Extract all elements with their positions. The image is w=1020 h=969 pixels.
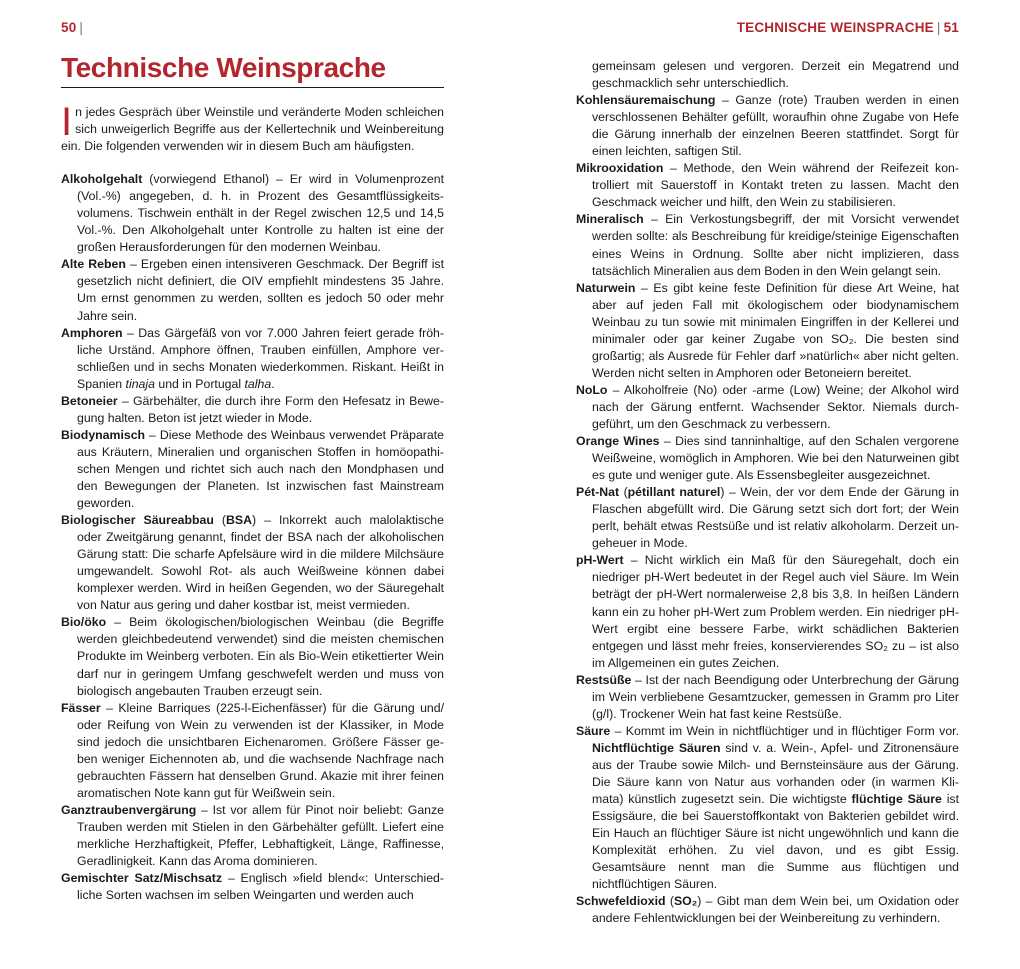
- running-head-left: [61, 20, 86, 35]
- glossary-term: Fässer: [61, 700, 101, 715]
- glossary-entry: [61, 700, 444, 802]
- glossary-term: Kohlensäuremaischung: [576, 93, 716, 108]
- page-number: 51: [943, 20, 959, 35]
- glossary-term: Mineralisch: [576, 212, 644, 227]
- glossary-term: Nichtflüchtige Säuren: [592, 740, 721, 755]
- glossary-definition: – Ganze (rote) Trauben werden in einen verschlossenen Behälter gefüllt, woraufhin ohne Zugabe von Hefe die Gärung innerhalb der einzelnen Beeren stattfindet. Sorgt für einen leichten, saftigen Stil.: [592, 93, 959, 159]
- glossary-entry: [576, 893, 959, 927]
- glossary-term: Gemischter Satz/Mischsatz: [61, 871, 222, 886]
- glossary-entry: [61, 512, 444, 614]
- glossary-entry: [576, 484, 959, 552]
- separator-bar: |: [936, 20, 941, 35]
- glossary-term: Säure: [576, 723, 611, 738]
- glossary-term: pétillant naturel: [627, 485, 721, 500]
- glossary-entry: [576, 552, 959, 671]
- glossary-term: SO₂: [673, 894, 698, 909]
- drop-cap: I: [61, 100, 73, 144]
- glossary-definition: und in Portugal: [154, 376, 245, 391]
- glossary-definition: (: [213, 513, 227, 528]
- glossary-entry: [576, 92, 959, 160]
- glossary-term: pH-Wert: [576, 553, 624, 568]
- right-page: [510, 0, 1020, 969]
- glossary-definition: – Dies sind tanninhaltige, auf den Schalen vergorene Weißweine, womöglich in Amphoren. Wie bei den Naturweinen gibt es gute und weniger gute. Als Essensbegleiter ausgezeichnet.: [592, 434, 959, 483]
- glossary-entry: [61, 393, 444, 427]
- intro-paragraph: [61, 100, 444, 155]
- glossary-entry: [61, 427, 444, 512]
- running-head-title: TECHNISCHE WEINSPRACHE: [736, 20, 934, 35]
- glossary-definition: – Ist der nach Beendigung oder Unterbrechung der Gärung im Wein verbliebene Gesamtzucker, gemessen in Gramm pro Liter (g/l). Trockener Wein hat fast keine Restsüße.: [592, 672, 959, 721]
- glossary-definition: – Kleine Barriques (225-l-Eichenfässer) für die Gärung und/ oder Reifung von Wein zu verwenden ist der Klassiker, in Mode sind jedoch die unsichtbaren Eichenaromen. Größere Fässer geben weniger Eichennoten ab, und die wachsende Nachfrage nach gebrauchten Fässern hat denselben Grund. Akazie mit ihrer feinen aromatischen Note kann gut für Weißwein sein.: [77, 700, 444, 800]
- glossary-definition: (: [665, 894, 674, 909]
- glossary-definition: – Es gibt keine feste Definition für diese Art Weine, hat aber auf jeden Fall mit ökologischem oder biodynamischem Weinbau zu tun sowie mit minimalen Eingriffen in der Kellerei und minimaler oder gar keiner Zugabe von SO₂. Die besten sind großartig; als Ausrede für Fehler darf »natürlich« aber nicht gelten. Werden nicht selten in Amphoren oder Betoneiern bereitet.: [592, 280, 959, 380]
- glossary-entry: [61, 802, 444, 870]
- glossary-definition: – Kommt im Wein in nichtflüchtiger und in flüchtiger Form vor.: [610, 723, 959, 738]
- glossary-term: Schwefeldioxid: [576, 894, 666, 909]
- glossary-term: NoLo: [576, 382, 608, 397]
- glossary-term: Alte Reben: [61, 257, 126, 272]
- entry-continuation: gemeinsam gelesen und vergoren. Derzeit ein Megatrend und geschmacklich sehr unterschiedlich.: [592, 59, 959, 91]
- glossary-term: BSA: [226, 513, 252, 528]
- glossary-definition: – Nicht wirklich ein Maß für den Säuregehalt, doch ein niedriger pH-Wert bedeutet in der Regel auch viel Säure. Im Wein beträgt der pH-Wert normalerweise 2,8 bis 3,8. In heißen Ländern kann ein zu hoher pH-Wert zum Problem werden. Ein niedriger pH-Wert ergibt eine bessere Farbe, wirkt schädlichen Bakterien entgegen und lässt mehr freies, konservierendes SO₂ zu – ist also im Allgemeinen ein gutes Zeichen.: [592, 553, 959, 670]
- running-head-right: [737, 20, 959, 35]
- glossary-definition: – Gärbehälter, die durch ihre Form den Hefesatz in Bewegung halten. Beton ist jetzt wieder in Mode.: [77, 393, 444, 425]
- glossary-term: Ganztraubenvergärung: [61, 802, 197, 817]
- glossary-term: Restsüße: [576, 672, 632, 687]
- right-column: [576, 58, 959, 927]
- glossary-entry: [576, 382, 959, 433]
- page-number: 50: [61, 20, 77, 35]
- separator-bar: |: [79, 20, 84, 35]
- glossary-definition: ) – Gibt man dem Wein bei, um Oxidation oder andere Fehlentwicklungen bei der Weinbereitung zu verhindern.: [592, 894, 959, 926]
- glossary-definition: – Diese Methode des Weinbaus verwendet Präparate aus Kräutern, Mineralien und organischen Stoffen in homöopathischen Mengen und richtet sich auch nach den Mondphasen und den Bewegungen der Planeten. Ist inzwischen fast Mainstream geworden.: [77, 427, 444, 511]
- glossary-definition: – Englisch »field blend«: Unterschiedliche Sorten wachsen im selben Weingarten und werden auch: [77, 871, 444, 903]
- glossary-entry: [61, 256, 444, 324]
- glossary-definition: – Beim ökologischen/biologischen Weinbau (die Begriffe werden gleichbedeutend verwendet) sind die meisten chemischen Produkte im Weinberg verboten. Ein als Bio-Wein etikettierter Wein darf nur in geringem Umfang geschwefelt werden und muss von biologisch angebauten Trauben erzeugt sein.: [77, 615, 444, 698]
- glossary-term: Mikrooxidation: [576, 161, 664, 176]
- glossary-term: Amphoren: [61, 325, 123, 340]
- glossary-definition: (: [619, 485, 628, 500]
- glossary-term: flüchtige Säure: [851, 792, 942, 807]
- glossary-term: Biologischer Säureabbau: [61, 513, 214, 528]
- intro-text: n jedes Gespräch über Weinstile und veränderte Moden schleichen sich unweigerlich Begriffe aus der Kellertechnik und Weinbereitung ein. Die folgenden verwenden wir in diesem Buch am häufigsten.: [61, 105, 444, 154]
- glossary-entry: [576, 280, 959, 382]
- glossary-italic: talha: [244, 376, 272, 391]
- glossary-entry: [576, 211, 959, 279]
- glossary-definition: .: [271, 376, 275, 391]
- glossary-entry: [576, 723, 959, 893]
- glossary-definition: – Das Gärgefäß von vor 7.000 Jahren feiert gerade fröhliche Urständ. Amphore öffnen, Trauben einfüllen, Amphore verschließen und in sechs Monaten wiederkommen. Riskant. Heißt in Spanien: [77, 325, 444, 391]
- glossary-entry: [61, 325, 444, 393]
- glossary-term: Biodynamisch: [61, 427, 146, 442]
- glossary-entry: [61, 614, 444, 699]
- page-title: Technische Weinsprache: [61, 52, 444, 88]
- glossary-definition: (vorwiegend Ethanol) – Er wird in Volumenprozent (Vol.-%) angegeben, d. h. in Prozent des Gesamtflüssigkeitsvolumens. Tischwein enthält in der Regel zwischen 12,5 und 14,5 Vol.-%. Den Alkoholgehalt unter Kontrolle zu halten ist eine der großen Herausforderungen für den modernen Weinbau.: [77, 172, 444, 255]
- glossary-entry: [61, 171, 444, 256]
- glossary-term: Orange Wines: [576, 434, 660, 449]
- glossary-term: Betoneier: [61, 393, 118, 408]
- glossary-term: Naturwein: [576, 280, 636, 295]
- glossary-definition: – Ergeben einen intensiveren Geschmack. Der Begriff ist gesetzlich nicht definiert, die OIV empfiehlt mindestens 35 Jahre. Um ernst genommen zu werden, sollten es jedoch 50 oder mehr Jahre sein.: [77, 257, 444, 323]
- glossary-entry: [576, 672, 959, 723]
- glossary-term: Alkoholgehalt: [61, 172, 143, 187]
- glossary-entry: [61, 870, 444, 904]
- glossary-definition: ) – Inkorrekt auch malolaktische oder Zweitgärung genannt, findet der BSA nach der alkoholischen Gärung statt: Die scharfe Apfelsäure wird in die mildere Milchsäure umgewandelt. Sowohl Rot- als auch Weißweine können dabei komplexer werden. Wird in heißen Gegenden, wo der Säuregehalt von Natur aus gering und daher kostbar ist, meist vermieden.: [77, 513, 444, 613]
- glossary-definition: – Methode, den Wein während der Reifezeit kontrolliert mit Sauerstoff in Kontakt treten zu lassen. Macht den Geschmack weicher und hilft, den Wein zu stabilisieren.: [592, 161, 959, 210]
- left-column: [61, 100, 444, 904]
- glossary-definition: – Alkoholfreie (No) oder -arme (Low) Weine; der Alkohol wird nach der Gärung entfernt. Wachsender Sektor. Niemals durchgeführt, um den Geschmack zu verbessern.: [592, 382, 959, 431]
- glossary-term: Bio/öko: [61, 615, 107, 630]
- glossary-definition: – Ein Verkostungsbegriff, der mit Vorsicht verwendet werden sollte: als Beschreibung für kreidige/steinige Eigenschaften eines Weins in Ordnung. Sollte aber nicht implizieren, dass tatsächlich Mineralien aus dem Boden in den Wein gelangt sein.: [592, 212, 959, 278]
- glossary-entry: [576, 160, 959, 211]
- glossary-italic: tinaja: [125, 376, 155, 391]
- glossary-term: Pét-Nat: [576, 485, 620, 500]
- glossary-definition: ) – Wein, der vor dem Ende der Gärung in Flaschen abgefüllt wird. Die Gärung setzt sich dort fort; der Wein perlt, behält etwas Restsüße und ist relativ alkoholarm. Derzeit ungeheuer in Mode.: [592, 485, 960, 551]
- glossary-entry: [576, 433, 959, 484]
- glossary-definition: ist Essigsäure, die bei Sauerstoffkontakt von Bakterien gebildet wird. Ein Hauch an flüchtiger Säure ist nicht ungewöhnlich und kann die Komplexität erhöhen. Zu viel davon, und es gibt Essig. Gesamtsäure nennt man die Summe aus flüchtigen und nichtflüchtigen Säuren.: [592, 792, 959, 892]
- glossary-definition: – Ist vor allem für Pinot noir beliebt: Ganze Trauben werden mit Stielen in den Gärbehälter gefüllt. Liefert eine merkliche Herzhaftigkeit, Pfeffer, Lebhaftigkeit, Länge, Raffinesse, Geradlinigkeit. Kann das Aroma dominieren.: [77, 802, 444, 869]
- glossary-definition: sind v. a. Wein-, Apfel- und Zitronensäure aus der Traube sowie Milch- und Bernsteinsäure aus der Gärung. Die Säure kann von Natur aus vorhanden oder (in warmen Klimata) künstlich zugesetzt sein. Die wichtigste: [592, 740, 959, 807]
